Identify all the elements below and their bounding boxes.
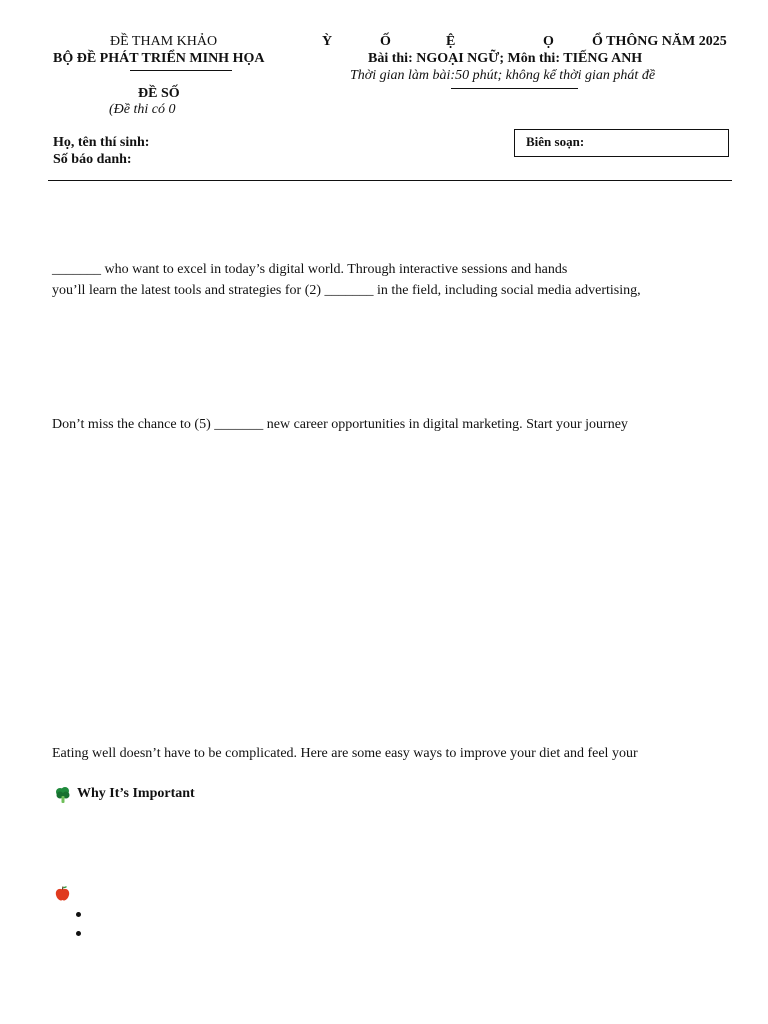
header-divider (48, 180, 732, 181)
header-fragment-1: Ỳ (322, 34, 333, 49)
candidate-id-label: Số báo danh: (53, 152, 132, 167)
tips-list (76, 906, 376, 944)
header-right-underline (451, 88, 578, 89)
broccoli-icon (54, 786, 72, 804)
passage2-line1: Eating well doesn’t have to be complicated. Here are some easy ways to improve your diet and feel your (52, 746, 638, 761)
header-fragment-4: Ọ (543, 34, 554, 49)
list-item (76, 925, 376, 944)
list-item-text (76, 925, 90, 942)
passage1-line1: _______ who want to excel in today’s digital world. Through interactive sessions and hands (52, 262, 568, 277)
candidate-name-label: Họ, tên thí sinh: (53, 135, 150, 150)
header-fragment-2: Ố (380, 34, 391, 49)
section-heading: Why It’s Important (77, 786, 195, 801)
exam-number-label: ĐỀ SỐ (138, 86, 180, 101)
header-exam-type: ĐỀ THAM KHẢO (110, 34, 218, 49)
page-count-note: (Đề thi có 0 (109, 102, 176, 117)
passage1-line2: you’ll learn the latest tools and strategies for (2) _______ in the field, including social media advertising, (52, 283, 641, 298)
compiler-box (514, 129, 729, 157)
list-item-text (76, 906, 90, 923)
header-time-limit: Thời gian làm bài:50 phút; không kể thời gian phát đề (350, 68, 656, 83)
list-item (76, 906, 376, 925)
header-fragment-3: Ệ (446, 34, 456, 49)
passage1-line3: Don’t miss the chance to (5) _______ new career opportunities in digital marketing. Start your journey (52, 417, 628, 432)
header-subject: Bài thi: NGOẠI NGỮ; Môn thi: TIẾNG ANH (368, 51, 643, 66)
header-left-underline (130, 70, 232, 71)
compiler-label: Biên soạn: (526, 134, 585, 149)
header-ministry-title: BỘ ĐỀ PHÁT TRIỂN MINH HỌA (53, 51, 265, 66)
apple-icon (54, 885, 71, 902)
header-exam-year: Ổ THÔNG NĂM 2025 (592, 34, 727, 49)
